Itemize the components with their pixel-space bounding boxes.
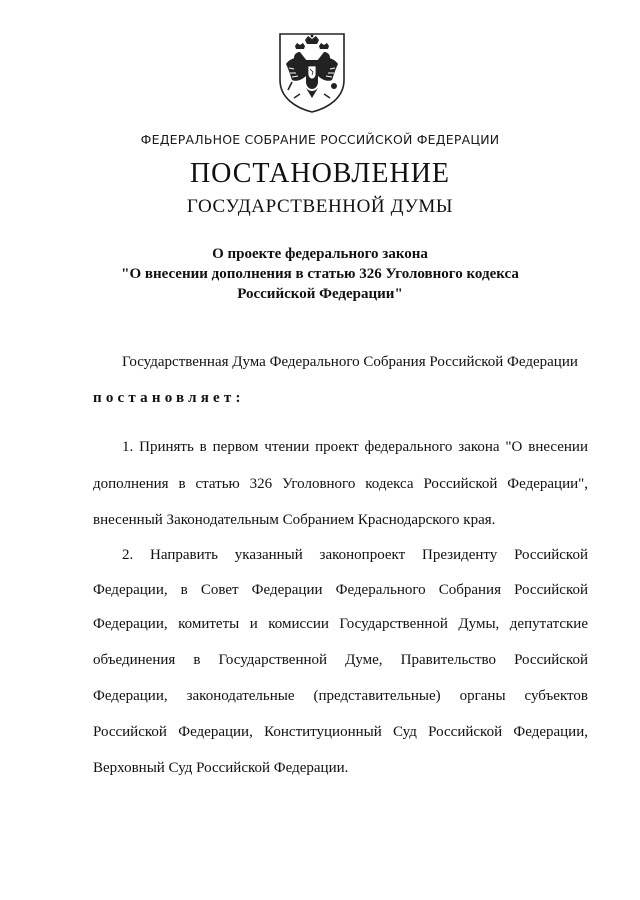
item2-line: Федерации, в Совет Федерации Федерального Собрания Российской <box>93 582 588 598</box>
subject-line: Российской Федерации" <box>237 286 403 302</box>
item2-line: Федерации, законодательные (представительные) органы субъектов <box>93 688 588 704</box>
item2-line: Верховный Суд Российской Федерации. <box>93 760 349 776</box>
item2-line: Федерации, комитеты и комиссии Государственной Думы, депутатские <box>93 616 588 632</box>
document-subject <box>0 244 640 304</box>
russian-coat-of-arms-icon <box>276 30 348 114</box>
item2-line: 2. Направить указанный законопроект Президенту Российской <box>122 547 588 563</box>
item2-line: Российской Федерации, Конституционный Суд Российской Федерации, <box>93 724 588 740</box>
preamble: Государственная Дума Федерального Собрания Российской Федерации <box>122 354 578 370</box>
item1-line: внесенный Законодательным Собранием Краснодарского края. <box>93 512 496 528</box>
subject-line: "О внесении дополнения в статью 326 Уголовного кодекса <box>121 266 519 282</box>
resolves-word: постановляет: <box>93 390 245 406</box>
subject-line: О проекте федерального закона <box>212 246 428 262</box>
item1-line: 1. Принять в первом чтении проект федерального закона "О внесении <box>122 439 588 455</box>
issuing-body: ГОСУДАРСТВЕННОЙ ДУМЫ <box>186 196 454 217</box>
item2-line: объединения в Государственной Думе, Правительство Российской <box>93 652 588 668</box>
document-type-title: ПОСТАНОВЛЕНИЕ <box>189 158 451 189</box>
parliament-name: ФЕДЕРАЛЬНОЕ СОБРАНИЕ РОССИЙСКОЙ ФЕДЕРАЦИИ <box>140 132 500 147</box>
item1-line: дополнения в статью 326 Уголовного кодекса Российской Федерации", <box>93 476 588 492</box>
